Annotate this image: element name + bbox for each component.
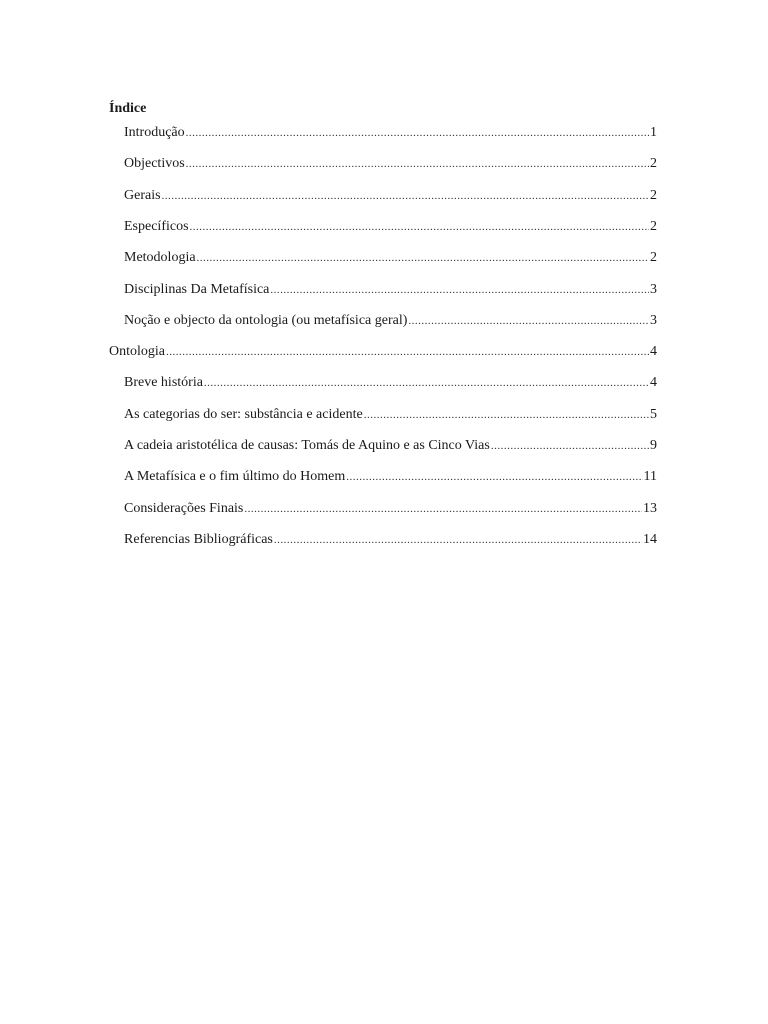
toc-entry[interactable]	[124, 311, 657, 331]
toc-entry-page-number: 3	[650, 312, 657, 328]
toc-entry-label: As categorias do ser: substância e acidente	[124, 406, 363, 422]
toc-dot-leader	[186, 123, 649, 143]
toc-entry-label: Introdução	[124, 125, 185, 140]
toc-entry-label: Específicos	[124, 218, 189, 234]
toc-entry[interactable]	[124, 499, 657, 519]
toc-entry-label: A Metafísica e o fim último do Homem	[124, 469, 346, 485]
toc-entry-page-number: 2	[650, 218, 657, 234]
toc-dot-leader	[166, 342, 649, 362]
toc-entry-label: Gerais	[124, 187, 161, 203]
toc-entry-page-number: 3	[650, 281, 657, 297]
toc-heading: Índice	[109, 101, 147, 116]
toc-entry[interactable]	[124, 373, 657, 393]
toc-dot-leader	[270, 280, 649, 300]
toc-entry-label: A cadeia aristotélica de causas: Tomás de Aquino e as Cinco Vias	[124, 438, 490, 453]
toc-entry-page-number: 5	[650, 406, 657, 422]
toc-entry-page-number: 2	[650, 250, 657, 266]
toc-entry[interactable]	[124, 530, 657, 550]
toc-entry-page-number: 1	[650, 125, 657, 140]
toc-entry[interactable]	[124, 248, 657, 268]
toc-entry-label: Breve história	[124, 375, 203, 391]
toc-entry[interactable]	[124, 217, 657, 237]
toc-entry[interactable]	[124, 123, 657, 143]
toc-dot-leader	[162, 186, 649, 206]
toc-entry-page-number: 14	[643, 531, 657, 547]
toc-entry-page-number: 11	[643, 469, 657, 485]
toc-dot-leader	[408, 311, 649, 331]
toc-dot-leader	[204, 373, 649, 393]
toc-entry[interactable]	[109, 342, 657, 362]
toc-entry[interactable]	[124, 280, 657, 300]
toc-entry-label: Objectivos	[124, 156, 185, 172]
toc-entry[interactable]	[124, 467, 657, 487]
toc-dot-leader	[186, 154, 649, 174]
toc-entry-label: Ontologia	[109, 344, 165, 360]
toc-dot-leader	[190, 217, 649, 237]
toc-entry-label: Metodologia	[124, 250, 196, 266]
toc-entry[interactable]	[124, 436, 657, 456]
toc-entry-label: Considerações Finais	[124, 500, 244, 516]
toc-dot-leader	[364, 405, 649, 425]
toc-entry[interactable]	[124, 154, 657, 174]
toc-entry-page-number: 4	[650, 344, 657, 360]
toc-entry-page-number: 2	[650, 187, 657, 203]
toc-entry-page-number: 13	[643, 500, 657, 516]
toc-entry-label: Noção e objecto da ontologia (ou metafísica geral)	[124, 312, 408, 328]
toc-dot-leader	[244, 499, 642, 519]
toc-entry[interactable]	[124, 405, 657, 425]
toc-dot-leader	[274, 530, 642, 550]
toc-entry-label: Referencias Bibliográficas	[124, 531, 273, 547]
toc-entry-page-number: 4	[650, 375, 657, 391]
toc-entry-page-number: 2	[650, 156, 657, 172]
toc-entry-label: Disciplinas Da Metafísica	[124, 281, 270, 297]
toc-entry-page-number: 9	[650, 438, 657, 453]
toc-dot-leader	[346, 467, 642, 487]
toc-dot-leader	[491, 436, 649, 456]
toc-entry[interactable]	[124, 186, 657, 206]
toc-dot-leader	[197, 248, 649, 268]
